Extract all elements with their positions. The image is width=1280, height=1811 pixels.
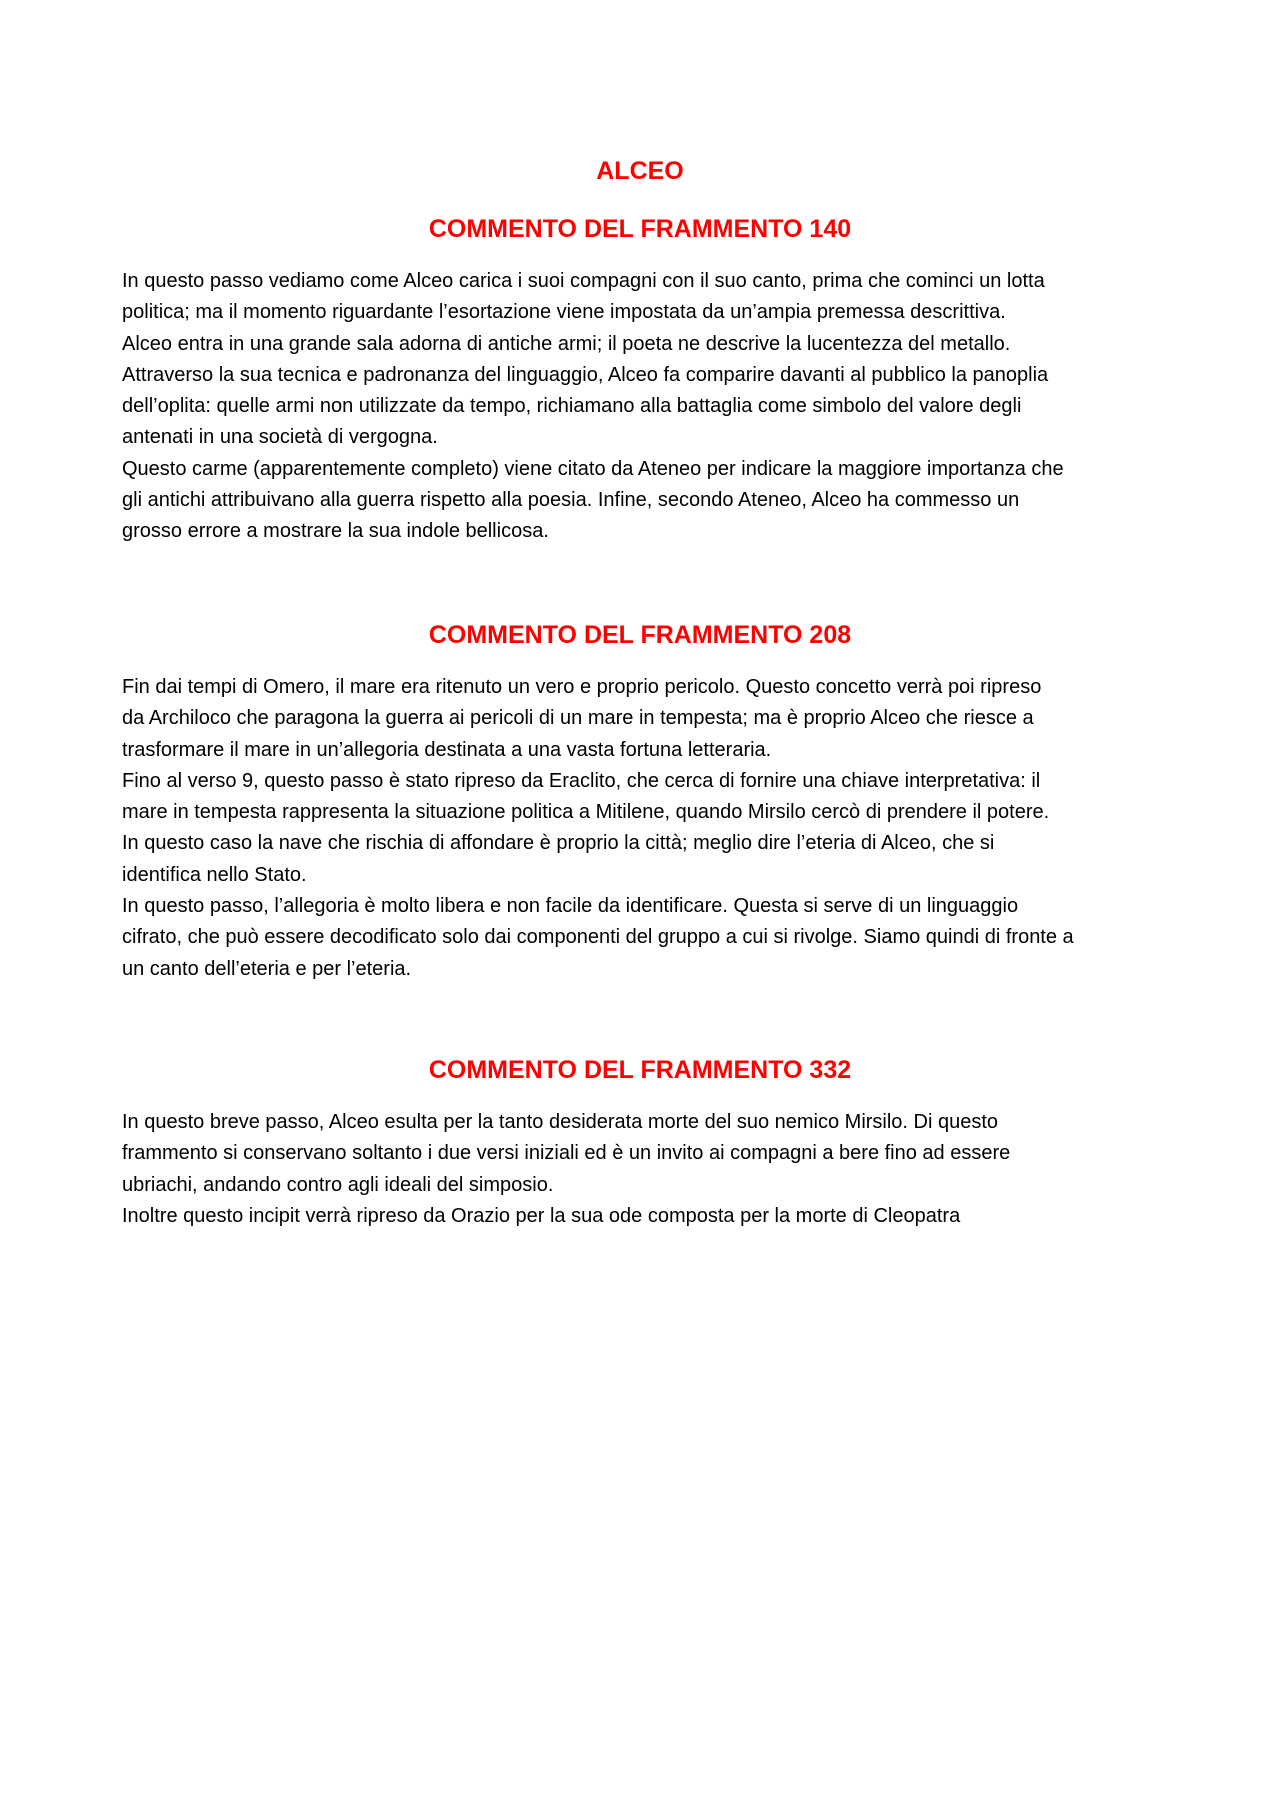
body-line: Fino al verso 9, questo passo è stato ripreso da Eraclito, che cerca di fornire una chiave interpretativa: il: [122, 769, 1041, 792]
body-line: antenati in una società di vergogna.: [122, 426, 438, 449]
body-line: da Archiloco che paragona la guerra ai pericoli di un mare in tempesta; ma è proprio Alceo che riesce a: [122, 707, 1034, 730]
section-heading-140: COMMENTO DEL FRAMMENTO 140: [428, 215, 852, 243]
body-line: politica; ma il momento riguardante l’esortazione viene impostata da un’ampia premessa descrittiva.: [122, 301, 1006, 324]
body-line: cifrato, che può essere decodificato solo dai componenti del gruppo a cui si rivolge. Siamo quindi di fronte a: [122, 926, 1074, 949]
body-line: frammento si conservano soltanto i due versi iniziali ed è un invito ai compagni a bere fino ad essere: [122, 1142, 1011, 1165]
body-line: trasformare il mare in un’allegoria destinata a una vasta fortuna letteraria.: [122, 738, 772, 761]
body-line: grosso errore a mostrare la sua indole bellicosa.: [122, 520, 549, 543]
body-line: In questo caso la nave che rischia di affondare è proprio la città; meglio dire l’eteria di Alceo, che si: [122, 832, 995, 855]
body-line: Fin dai tempi di Omero, il mare era ritenuto un vero e proprio pericolo. Questo concetto verrà poi ripreso: [122, 676, 1042, 698]
document-title: ALCEO: [596, 157, 684, 185]
body-line: identifica nello Stato.: [122, 863, 307, 886]
body-line: un canto dell’eteria e per l’eteria.: [122, 957, 412, 980]
body-line: In questo passo vediamo come Alceo carica i suoi compagni con il suo canto, prima che cominci un lotta: [122, 270, 1045, 292]
body-line: Questo carme (apparentemente completo) viene citato da Ateneo per indicare la maggiore importanza che: [122, 457, 1064, 480]
section-body-208: [122, 672, 1172, 985]
section-body-140: [122, 266, 1172, 548]
body-line: ubriachi, andando contro agli ideali del simposio.: [122, 1173, 554, 1196]
section-heading-208: COMMENTO DEL FRAMMENTO 208: [428, 621, 852, 649]
body-line: In questo breve passo, Alceo esulta per la tanto desiderata morte del suo nemico Mirsilo. Di questo: [122, 1111, 999, 1133]
body-line: Attraverso la sua tecnica e padronanza del linguaggio, Alceo fa comparire davanti al pubblico la panoplia: [122, 363, 1049, 386]
body-line: dell’oplita: quelle armi non utilizzate da tempo, richiamano alla battaglia come simbolo del valore degli: [122, 395, 1022, 418]
section-body-332: [122, 1107, 1172, 1232]
body-line: Alceo entra in una grande sala adorna di antiche armi; il poeta ne descrive la lucentezza del metallo.: [122, 332, 1011, 355]
section-heading-332: COMMENTO DEL FRAMMENTO 332: [428, 1056, 852, 1084]
body-line: In questo passo, l’allegoria è molto libera e non facile da identificare. Questa si serve di un linguaggio: [122, 895, 1019, 918]
body-line: mare in tempesta rappresenta la situazione politica a Mitilene, quando Mirsilo cercò di prendere il potere.: [122, 801, 1050, 824]
body-line: Inoltre questo incipit verrà ripreso da Orazio per la sua ode composta per la morte di Cleopatra: [122, 1204, 961, 1227]
body-line: gli antichi attribuivano alla guerra rispetto alla poesia. Infine, secondo Ateneo, Alceo ha commesso un: [122, 489, 1020, 512]
